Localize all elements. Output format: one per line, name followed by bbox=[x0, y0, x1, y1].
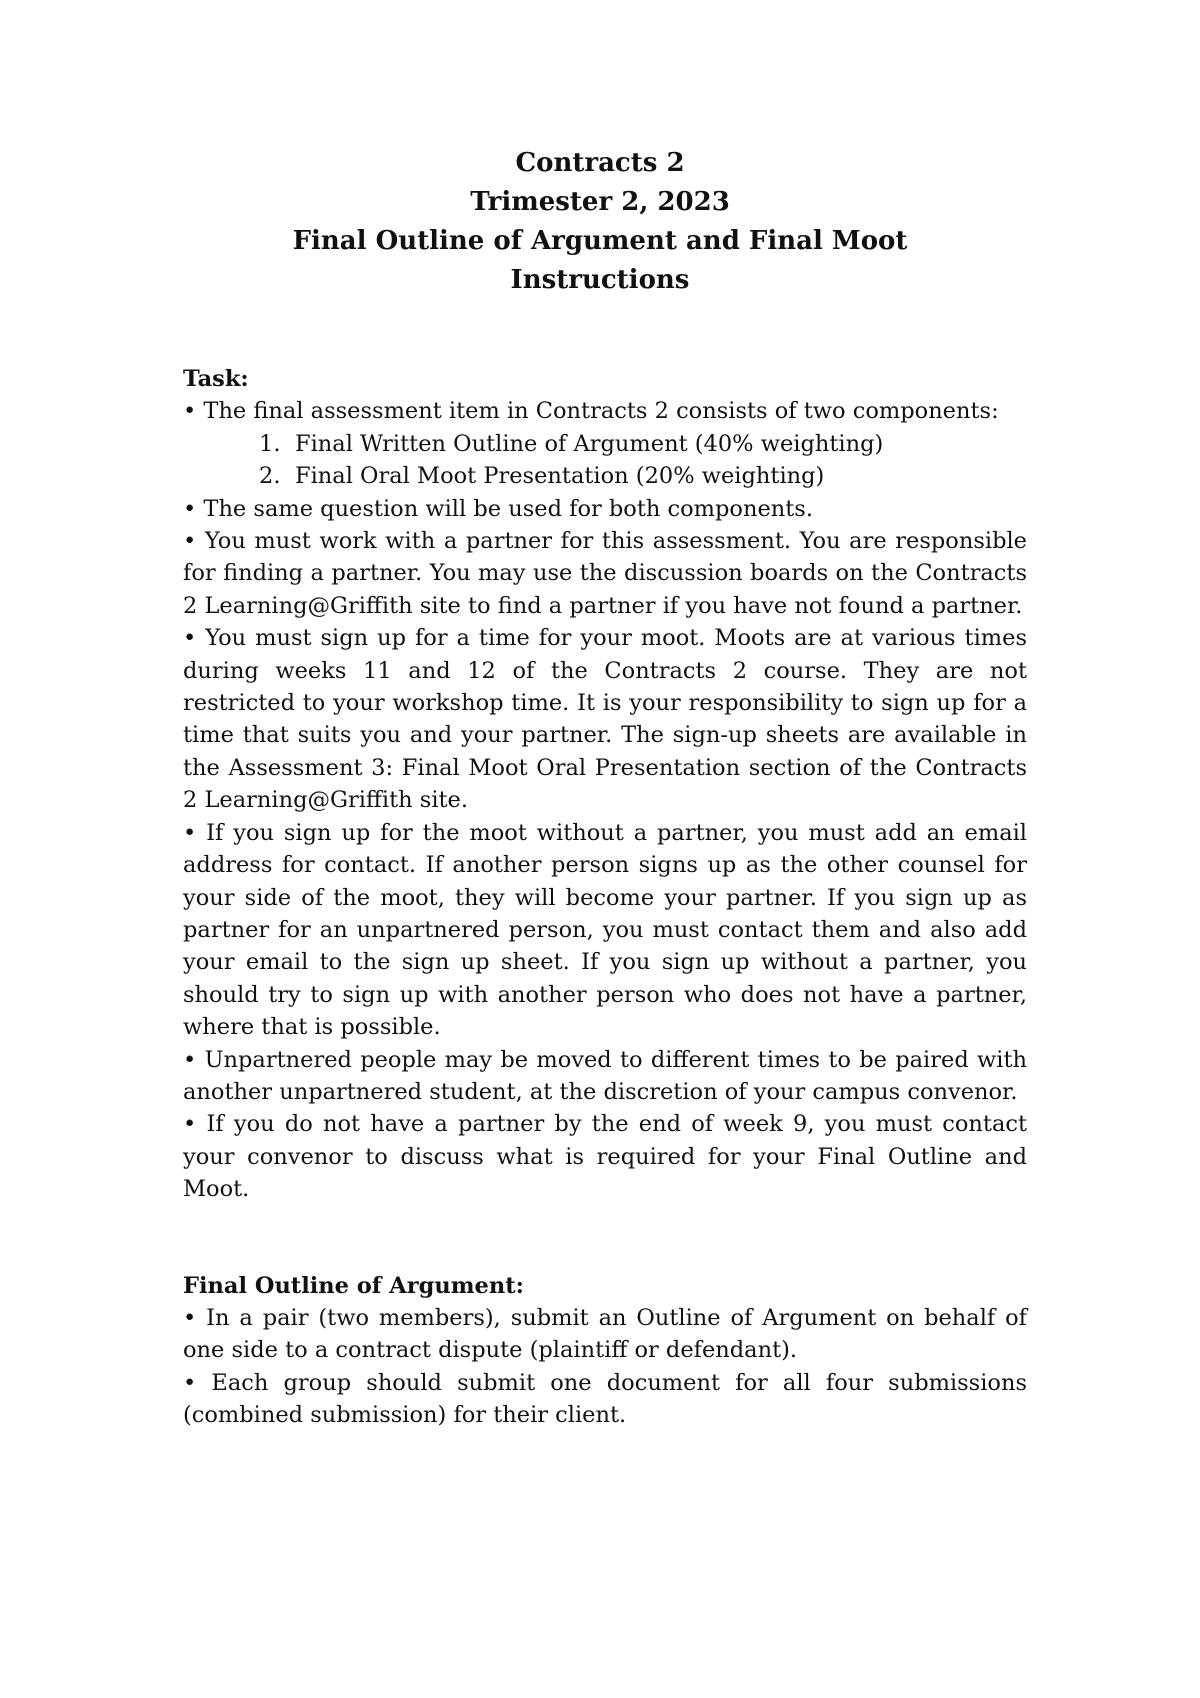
outline-bullet-paragraph bbox=[183, 1367, 1027, 1432]
task-intro-text: The final assessment item in Contracts 2 consists of two components: bbox=[196, 398, 999, 425]
bullet-symbol: • bbox=[183, 398, 197, 425]
document-heading-line-2: Instructions bbox=[510, 265, 690, 295]
outline-bullet-paragraph bbox=[183, 1302, 1027, 1367]
component-number: 2. bbox=[259, 463, 281, 490]
task-bullet-paragraph bbox=[183, 1044, 1027, 1109]
task-bullet-paragraph bbox=[183, 817, 1027, 1044]
task-heading: Task: bbox=[183, 366, 249, 392]
task-intro-paragraph bbox=[183, 395, 1027, 427]
task-bullet-paragraph bbox=[183, 1108, 1027, 1205]
task-bullet-paragraph bbox=[183, 493, 1027, 525]
title-block bbox=[0, 144, 1200, 300]
bullet-symbol: • bbox=[183, 1046, 197, 1073]
task-bullet-text: The same question will be used for both components. bbox=[196, 495, 814, 522]
term-title: Trimester 2, 2023 bbox=[470, 187, 730, 217]
outline-heading: Final Outline of Argument: bbox=[183, 1272, 524, 1299]
component-item bbox=[259, 460, 1027, 492]
component-item bbox=[259, 428, 1027, 460]
document-body bbox=[183, 363, 1027, 1432]
bullet-symbol: • bbox=[183, 495, 197, 522]
outline-bullet-text: In a pair (two members), submit an Outline of Argument on behalf of one side to a contract dispute (plaintiff or defendant). bbox=[183, 1304, 1027, 1364]
bullet-symbol: • bbox=[183, 1369, 197, 1396]
task-bullet-paragraph bbox=[183, 525, 1027, 622]
component-text: Final Written Outline of Argument (40% weighting) bbox=[295, 430, 884, 457]
bullet-symbol: • bbox=[183, 1111, 197, 1138]
task-bullet-text: If you do not have a partner by the end of week 9, you must contact your convenor to discuss what is required for your Final Outline and Moot. bbox=[183, 1111, 1027, 1203]
task-bullet-paragraph bbox=[183, 622, 1027, 816]
task-bullet-text: Unpartnered people may be moved to different times to be paired with another unpartnered student, at the discretion of your campus convenor. bbox=[183, 1046, 1027, 1105]
course-title: Contracts 2 bbox=[515, 148, 685, 178]
bullet-symbol: • bbox=[183, 819, 197, 846]
section-spacer bbox=[183, 1206, 1027, 1270]
task-bullet-text: You must sign up for a time for your moot. Moots are at various times during weeks 11 and 12 of the Contracts 2 course. They are not restricted to your workshop time. It is your responsibility to sign up for a time that suits you and your partner. The sign-up sheets are available in the Assessment 3: Final Moot Oral Presentation section of the Contracts 2 Learning@Griffith site. bbox=[183, 625, 1027, 814]
component-number: 1. bbox=[259, 430, 281, 457]
bullet-symbol: • bbox=[183, 625, 197, 652]
bullet-symbol: • bbox=[183, 1304, 197, 1331]
component-text: Final Oral Moot Presentation (20% weighting) bbox=[295, 463, 825, 490]
task-bullet-text: You must work with a partner for this assessment. You are responsible for finding a partner. You may use the discussion boards on the Contracts 2 Learning@Griffith site to find a partner if you have not found a partner. bbox=[183, 528, 1027, 619]
outline-bullet-text: Each group should submit one document for all four submissions (combined submission) for their client. bbox=[183, 1369, 1027, 1429]
document-heading-line-1: Final Outline of Argument and Final Moot bbox=[292, 226, 908, 256]
task-bullet-text: If you sign up for the moot without a partner, you must add an email address for contact. If another person signs up as the other counsel for your side of the moot, they will become your partner. If you sign up as partner for an unpartnered person, you must contact them and also add your email to the sign up sheet. If you sign up without a partner, you should try to sign up with another person who does not have a partner, where that is possible. bbox=[183, 819, 1027, 1041]
bullet-symbol: • bbox=[183, 528, 197, 555]
